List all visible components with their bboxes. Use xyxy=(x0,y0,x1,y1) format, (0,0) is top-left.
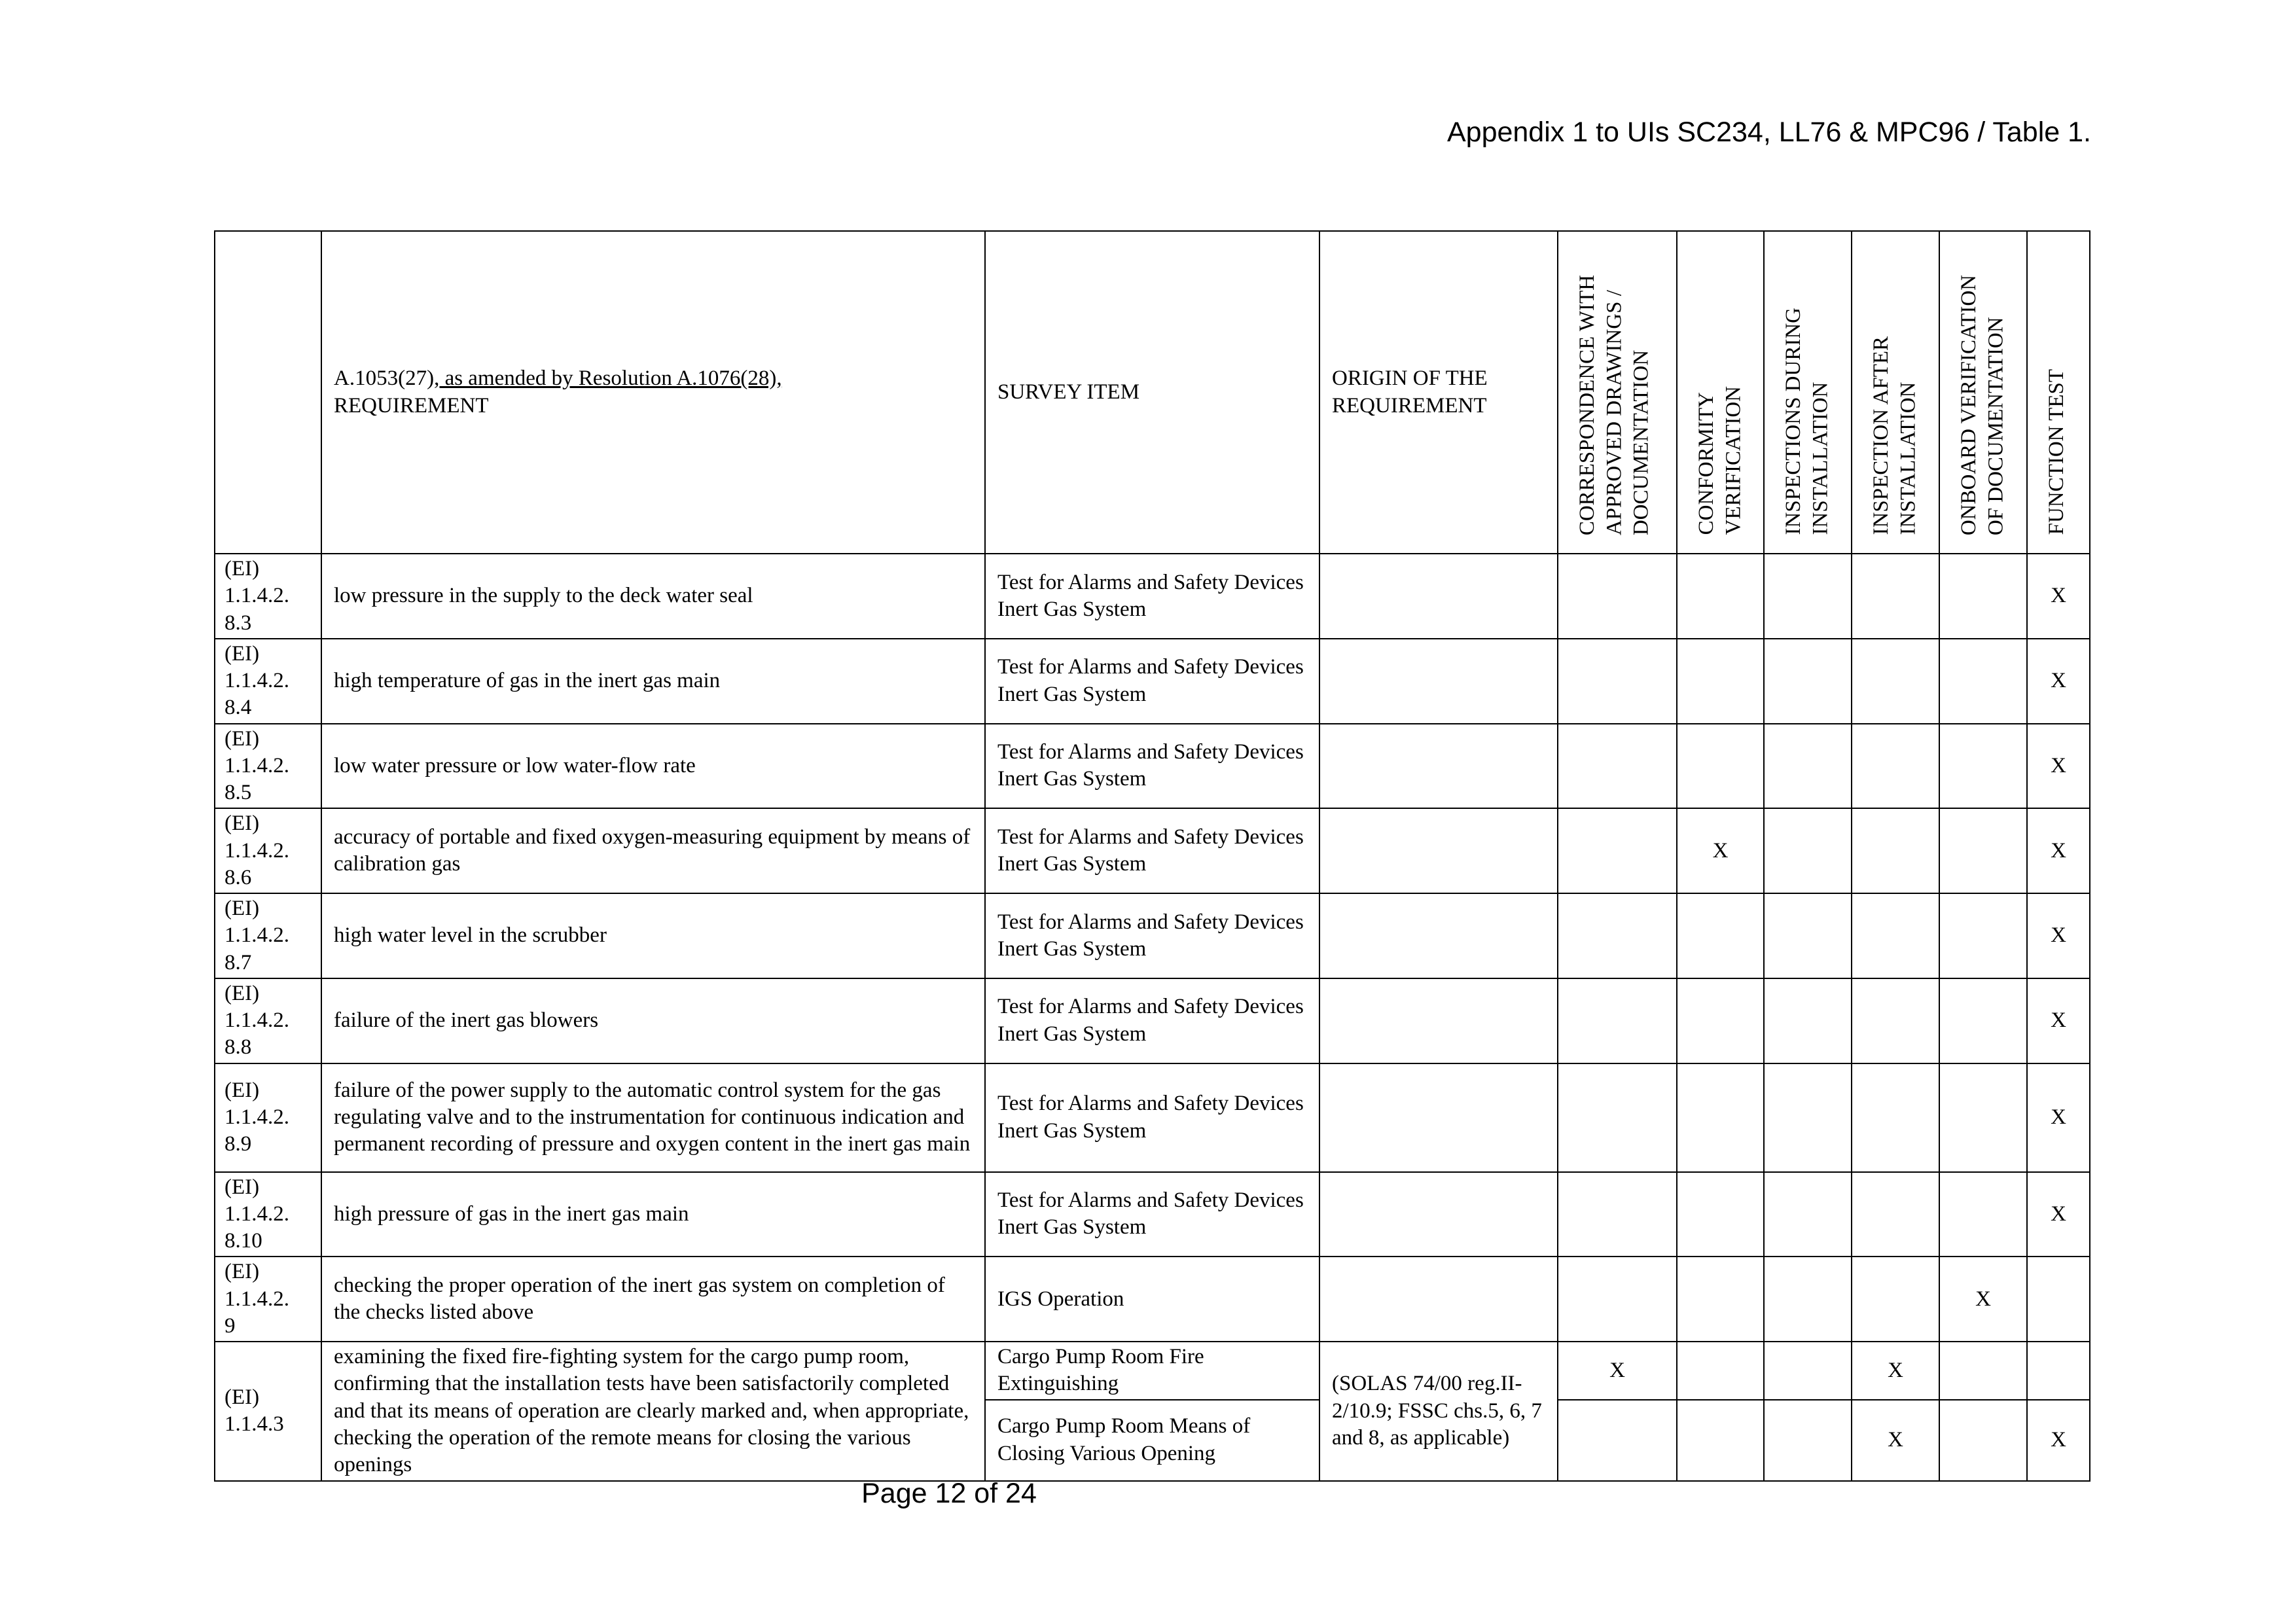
row-ref: (EI) 1.1.4.2. 8.6 xyxy=(215,808,321,893)
mark-onboard xyxy=(1939,893,2027,978)
mark-inspection-after xyxy=(1852,1172,1939,1257)
row-ref: (EI) 1.1.4.2. 8.8 xyxy=(215,978,321,1063)
mark-onboard xyxy=(1939,808,2027,893)
mark-conformity xyxy=(1677,554,1764,639)
mark-inspection-after xyxy=(1852,808,1939,893)
mark-correspondence xyxy=(1558,1172,1677,1257)
row-origin xyxy=(1319,978,1558,1063)
header-origin: ORIGIN OF THE REQUIREMENT xyxy=(1319,231,1558,554)
row-ref: (EI) 1.1.4.2. 8.3 xyxy=(215,554,321,639)
table-row xyxy=(215,808,2090,893)
row-origin xyxy=(1319,1063,1558,1172)
requirement-label: REQUIREMENT xyxy=(334,393,489,418)
mark-function-test: X xyxy=(2027,554,2090,639)
row-requirement: checking the proper operation of the inert gas system on completion of the checks listed above xyxy=(321,1257,985,1342)
mark-inspection-after xyxy=(1852,1257,1939,1342)
row-requirement: high water level in the scrubber xyxy=(321,893,985,978)
mark-inspection-after xyxy=(1852,724,1939,809)
mark-correspondence xyxy=(1558,978,1677,1063)
row-survey-item: Cargo Pump Room Means of Closing Various Opening xyxy=(985,1400,1319,1481)
row-ref: (EI) 1.1.4.2. 8.4 xyxy=(215,639,321,724)
mark-inspection-after xyxy=(1852,978,1939,1063)
mark-inspections-during xyxy=(1764,893,1852,978)
mark-correspondence xyxy=(1558,1400,1677,1481)
header-inspection-after: INSPECTION AFTER INSTALLATION xyxy=(1852,231,1939,554)
header-function-test: FUNCTION TEST xyxy=(2027,231,2090,554)
mark-inspections-during xyxy=(1764,639,1852,724)
mark-onboard xyxy=(1939,1063,2027,1172)
mark-correspondence xyxy=(1558,639,1677,724)
mark-inspection-after xyxy=(1852,554,1939,639)
mark-inspections-during xyxy=(1764,1400,1852,1481)
page-header-title: Appendix 1 to UIs SC234, LL76 & MPC96 / Table 1. xyxy=(1446,116,2091,148)
requirements-table xyxy=(214,230,2090,1482)
mark-conformity xyxy=(1677,639,1764,724)
row-survey-item: Test for Alarms and Safety Devices Inert Gas System xyxy=(985,1063,1319,1172)
mark-correspondence xyxy=(1558,808,1677,893)
table-header-row xyxy=(215,231,2090,554)
table-row xyxy=(215,978,2090,1063)
row-origin xyxy=(1319,639,1558,724)
mark-conformity xyxy=(1677,1400,1764,1481)
header-onboard-verification: ONBOARD VERIFICATION OF DOCUMENTATION xyxy=(1939,231,2027,554)
mark-conformity xyxy=(1677,893,1764,978)
row-origin xyxy=(1319,724,1558,809)
requirement-resolution: A.1053(27) xyxy=(334,366,435,391)
mark-onboard xyxy=(1939,724,2027,809)
mark-onboard xyxy=(1939,1342,2027,1400)
header-conformity: CONFORMITY VERIFICATION xyxy=(1677,231,1764,554)
mark-function-test xyxy=(2027,1257,2090,1342)
row-origin: (SOLAS 74/00 reg.II-2/10.9; FSSC chs.5, 6, 7 and 8, as applicable) xyxy=(1319,1342,1558,1481)
row-survey-item: Test for Alarms and Safety Devices Inert Gas System xyxy=(985,1172,1319,1257)
mark-conformity xyxy=(1677,1172,1764,1257)
mark-function-test: X xyxy=(2027,1400,2090,1481)
header-requirement xyxy=(321,231,985,554)
row-requirement: failure of the inert gas blowers xyxy=(321,978,985,1063)
mark-onboard xyxy=(1939,978,2027,1063)
table-row xyxy=(215,554,2090,639)
mark-inspection-after xyxy=(1852,893,1939,978)
mark-inspection-after xyxy=(1852,639,1939,724)
mark-inspections-during xyxy=(1764,1257,1852,1342)
row-survey-item: Cargo Pump Room Fire Extinguishing xyxy=(985,1342,1319,1400)
mark-function-test: X xyxy=(2027,1063,2090,1172)
mark-function-test: X xyxy=(2027,1172,2090,1257)
mark-inspections-during xyxy=(1764,1063,1852,1172)
mark-function-test: X xyxy=(2027,978,2090,1063)
row-requirement: low water pressure or low water-flow rate xyxy=(321,724,985,809)
row-origin xyxy=(1319,808,1558,893)
row-ref: (EI) 1.1.4.2. 8.7 xyxy=(215,893,321,978)
header-correspondence: CORRESPONDENCE WITH APPROVED DRAWINGS / DOCUMENTATION xyxy=(1558,231,1677,554)
mark-inspection-after xyxy=(1852,1063,1939,1172)
mark-onboard xyxy=(1939,1172,2027,1257)
mark-function-test: X xyxy=(2027,639,2090,724)
mark-inspections-during xyxy=(1764,1342,1852,1400)
mark-correspondence xyxy=(1558,1063,1677,1172)
mark-function-test: X xyxy=(2027,724,2090,809)
mark-inspections-during xyxy=(1764,724,1852,809)
mark-inspections-during xyxy=(1764,554,1852,639)
table-row xyxy=(215,1257,2090,1342)
row-requirement: high pressure of gas in the inert gas main xyxy=(321,1172,985,1257)
mark-onboard xyxy=(1939,1400,2027,1481)
table-row xyxy=(215,1342,2090,1400)
row-ref: (EI) 1.1.4.2. 8.5 xyxy=(215,724,321,809)
mark-function-test xyxy=(2027,1342,2090,1400)
mark-inspections-during xyxy=(1764,978,1852,1063)
row-origin xyxy=(1319,554,1558,639)
mark-correspondence xyxy=(1558,893,1677,978)
mark-conformity xyxy=(1677,978,1764,1063)
mark-inspections-during xyxy=(1764,1172,1852,1257)
mark-onboard xyxy=(1939,554,2027,639)
row-requirement: accuracy of portable and fixed oxygen-measuring equipment by means of calibration gas xyxy=(321,808,985,893)
table-row xyxy=(215,639,2090,724)
row-survey-item: Test for Alarms and Safety Devices Inert Gas System xyxy=(985,554,1319,639)
row-ref: (EI) 1.1.4.3 xyxy=(215,1342,321,1481)
header-ref-cell xyxy=(215,231,321,554)
mark-inspections-during xyxy=(1764,808,1852,893)
header-inspections-during: INSPECTIONS DURING INSTALLATION xyxy=(1764,231,1852,554)
row-survey-item: Test for Alarms and Safety Devices Inert Gas System xyxy=(985,978,1319,1063)
mark-conformity: X xyxy=(1677,808,1764,893)
mark-function-test: X xyxy=(2027,893,2090,978)
mark-inspection-after: X xyxy=(1852,1400,1939,1481)
mark-conformity xyxy=(1677,1257,1764,1342)
mark-correspondence xyxy=(1558,1257,1677,1342)
mark-onboard: X xyxy=(1939,1257,2027,1342)
row-origin xyxy=(1319,893,1558,978)
row-survey-item: Test for Alarms and Safety Devices Inert Gas System xyxy=(985,724,1319,809)
table-row xyxy=(215,893,2090,978)
row-requirement: high temperature of gas in the inert gas main xyxy=(321,639,985,724)
row-ref: (EI) 1.1.4.2. 9 xyxy=(215,1257,321,1342)
row-origin xyxy=(1319,1257,1558,1342)
mark-function-test: X xyxy=(2027,808,2090,893)
row-requirement: low pressure in the supply to the deck water seal xyxy=(321,554,985,639)
row-survey-item: IGS Operation xyxy=(985,1257,1319,1342)
row-ref: (EI) 1.1.4.2. 8.10 xyxy=(215,1172,321,1257)
row-survey-item: Test for Alarms and Safety Devices Inert Gas System xyxy=(985,639,1319,724)
mark-conformity xyxy=(1677,724,1764,809)
table-row xyxy=(215,1063,2090,1172)
table-row xyxy=(215,724,2090,809)
requirement-amendment: , as amended by Resolution A.1076(28), xyxy=(434,366,782,391)
header-survey-item: SURVEY ITEM xyxy=(985,231,1319,554)
mark-conformity xyxy=(1677,1063,1764,1172)
mark-correspondence xyxy=(1558,554,1677,639)
row-survey-item: Test for Alarms and Safety Devices Inert Gas System xyxy=(985,893,1319,978)
row-requirement: failure of the power supply to the automatic control system for the gas regulating valve and to the instrumentation for continuous indication and permanent recording of pressure and oxygen content in the inert gas main xyxy=(321,1063,985,1172)
mark-inspection-after: X xyxy=(1852,1342,1939,1400)
page-number: Page 12 of 24 xyxy=(861,1478,1037,1509)
mark-conformity xyxy=(1677,1342,1764,1400)
row-requirement: examining the fixed fire-fighting system for the cargo pump room, confirming that the installation tests have been satisfactorily completed and that its means of operation are clearly marked and, when appropriate, checking the operation of the remote means for closing the various openings xyxy=(321,1342,985,1481)
row-origin xyxy=(1319,1172,1558,1257)
row-survey-item: Test for Alarms and Safety Devices Inert Gas System xyxy=(985,808,1319,893)
mark-correspondence: X xyxy=(1558,1342,1677,1400)
mark-correspondence xyxy=(1558,724,1677,809)
mark-onboard xyxy=(1939,639,2027,724)
row-ref: (EI) 1.1.4.2. 8.9 xyxy=(215,1063,321,1172)
table-row xyxy=(215,1172,2090,1257)
